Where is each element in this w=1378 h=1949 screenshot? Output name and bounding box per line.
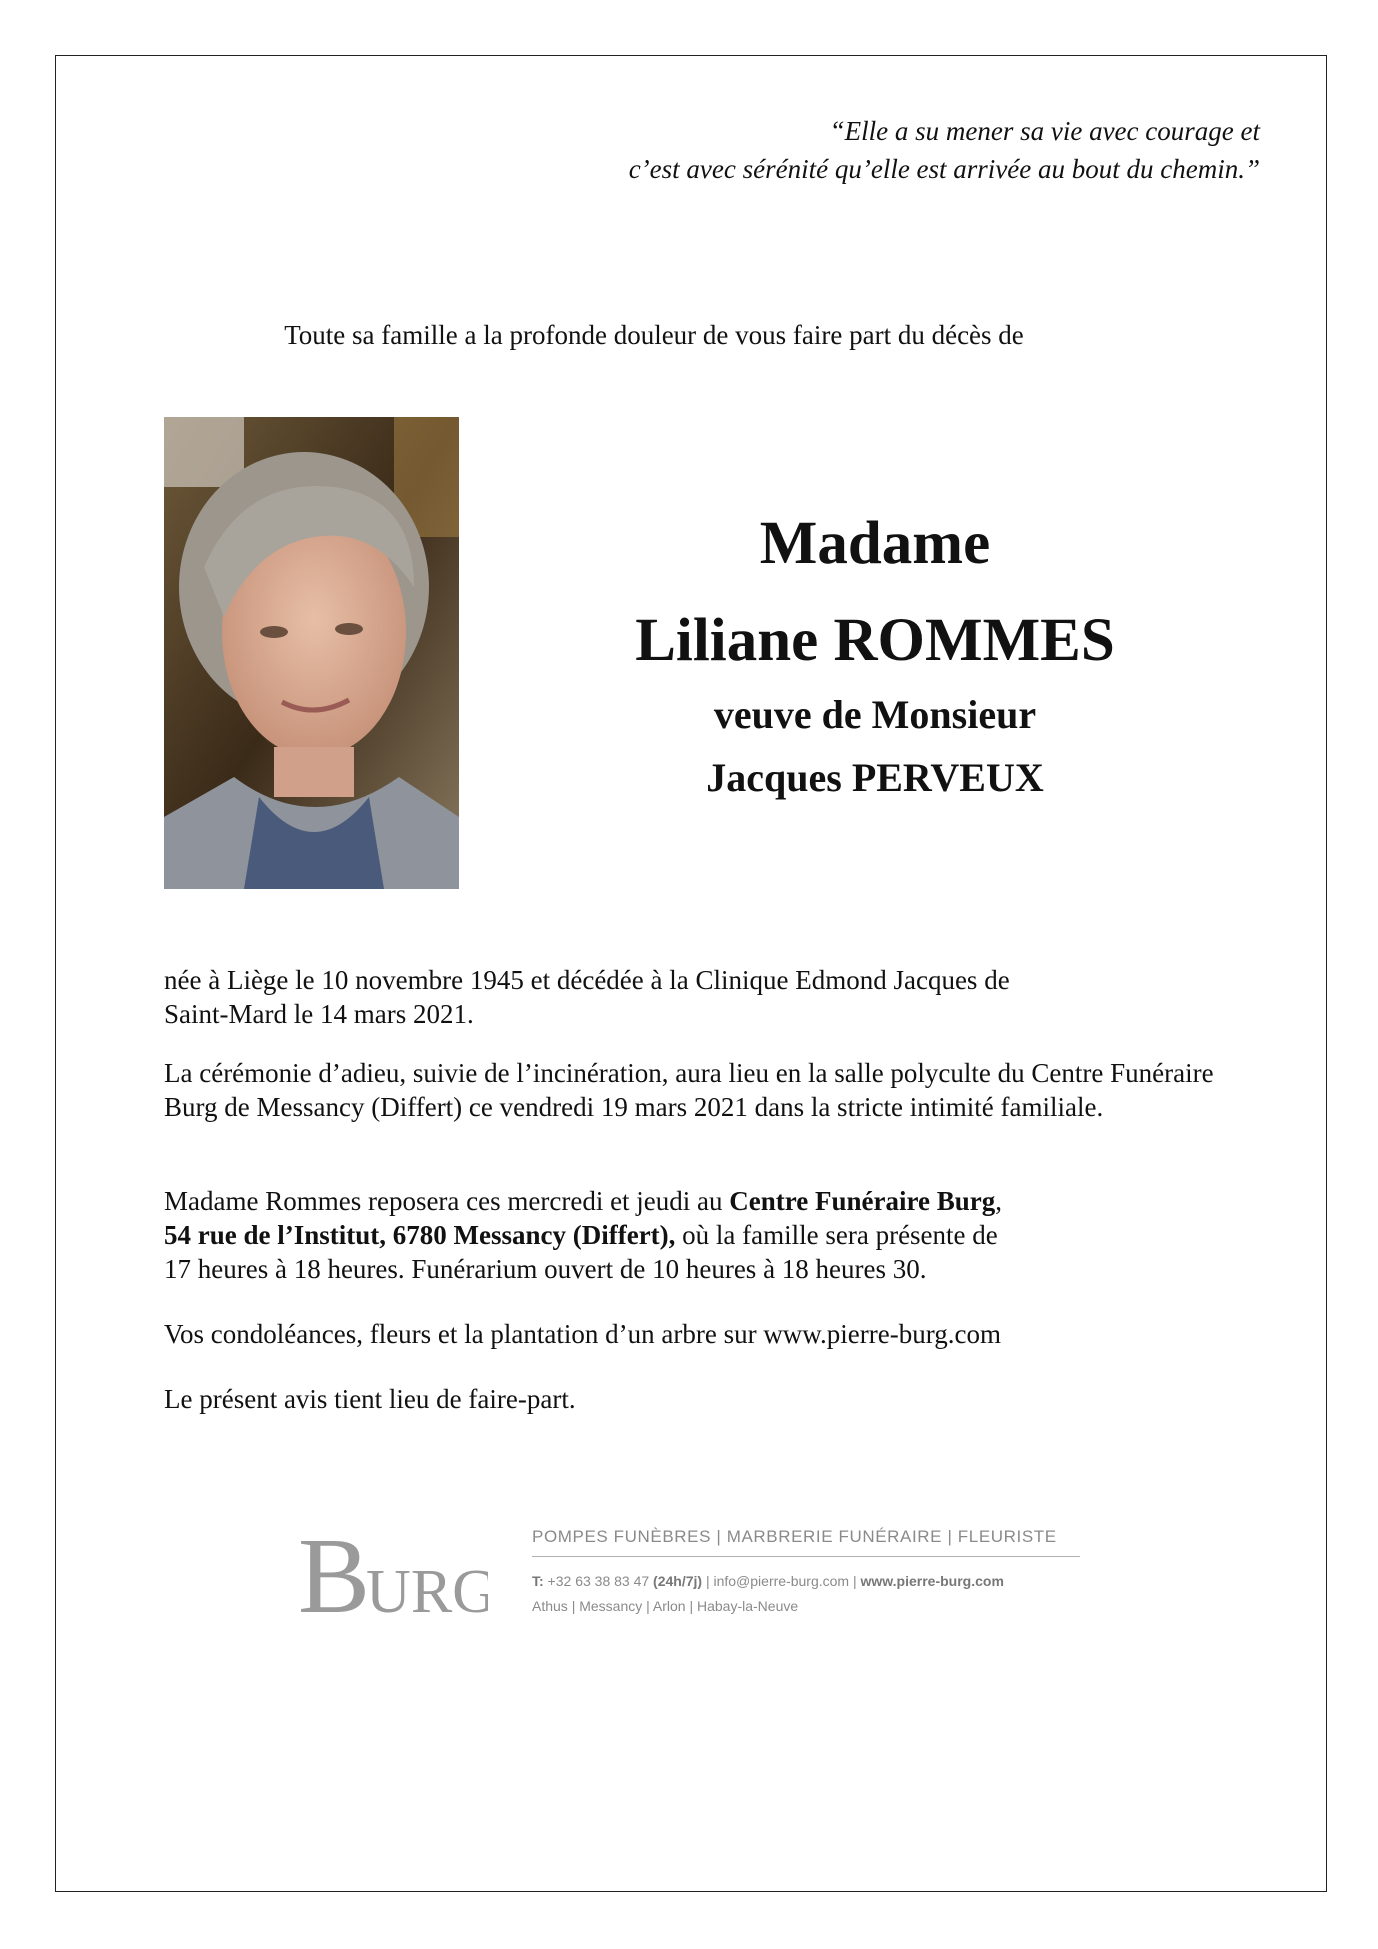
burg-logo [298, 1520, 488, 1630]
contact-line [532, 1573, 1080, 1589]
spouse-name: Jacques PERVEUX [706, 755, 1044, 800]
spouse-prefix: veuve de Monsieur [713, 692, 1037, 737]
services-line: POMPES FUNÈBRES | MARBRERIE FUNÉRAIRE | FLEURISTE [532, 1527, 1080, 1557]
condolences-text: Vos condoléances, fleurs et la plantation d’un arbre sur www.pierre-burg.com [164, 1319, 1001, 1349]
visitation-hours: 17 heures à 18 heures. Funérarium ouvert de 10 heures à 18 heures 30. [164, 1254, 927, 1284]
funeral-center-address: 54 rue de l’Institut, 6780 Messancy (Differt), [164, 1220, 676, 1250]
logo-rest: URG [366, 1558, 488, 1626]
email-address: | info@pierre-burg.com | [702, 1573, 861, 1589]
condolences-paragraph [164, 1317, 1224, 1351]
announcement-intro: Toute sa famille a la profonde douleur de vous faire part du décès de [284, 320, 1024, 350]
logo-text [298, 1520, 488, 1630]
quote-line-2: c’est avec sérénité qu’elle est arrivée au bout du chemin.” [628, 154, 1260, 184]
deceased-name: Liliane ROMMES [635, 607, 1115, 674]
funeral-center-name: Centre Funéraire Burg [729, 1186, 996, 1216]
logo-initial: B [298, 1520, 371, 1630]
phone-label: T: [532, 1573, 544, 1589]
birth-death-line-1: née à Liège le 10 novembre 1945 et décédée à la Clinique Edmond Jacques de [164, 965, 1010, 995]
visitation-comma: , [995, 1186, 1002, 1216]
notice-paragraph [164, 1382, 1224, 1416]
deceased-honorific: Madame [759, 510, 991, 577]
portrait-photo [164, 417, 459, 889]
notice-text: Le présent avis tient lieu de faire-part. [164, 1384, 576, 1414]
birth-death-line-2: Saint-Mard le 14 mars 2021. [164, 999, 474, 1029]
visitation-text-e: où la famille sera présente de [675, 1220, 998, 1250]
birth-death-paragraph [164, 963, 1224, 1031]
phone-number: +32 63 38 83 47 [543, 1573, 654, 1589]
locations-line: Athus | Messancy | Arlon | Habay-la-Neuve [532, 1598, 799, 1614]
epigraph-quote [460, 112, 1260, 188]
phone-hours: (24h/7j) [653, 1573, 703, 1589]
ceremony-paragraph [164, 1056, 1224, 1124]
website-link[interactable]: www.pierre-burg.com [860, 1573, 1004, 1589]
company-info [532, 1527, 1080, 1614]
visitation-paragraph [164, 1184, 1224, 1286]
ceremony-text: La cérémonie d’adieu, suivie de l’incinération, aura lieu en la salle polyculte du Centre Funéraire Burg de Messancy (Differt) ce vendredi 19 mars 2021 dans la stricte intimité familiale. [164, 1058, 1214, 1122]
quote-line-1: “Elle a su mener sa vie avec courage et [829, 116, 1260, 146]
visitation-text-a: Madame Rommes reposera ces mercredi et jeudi au [164, 1186, 730, 1216]
